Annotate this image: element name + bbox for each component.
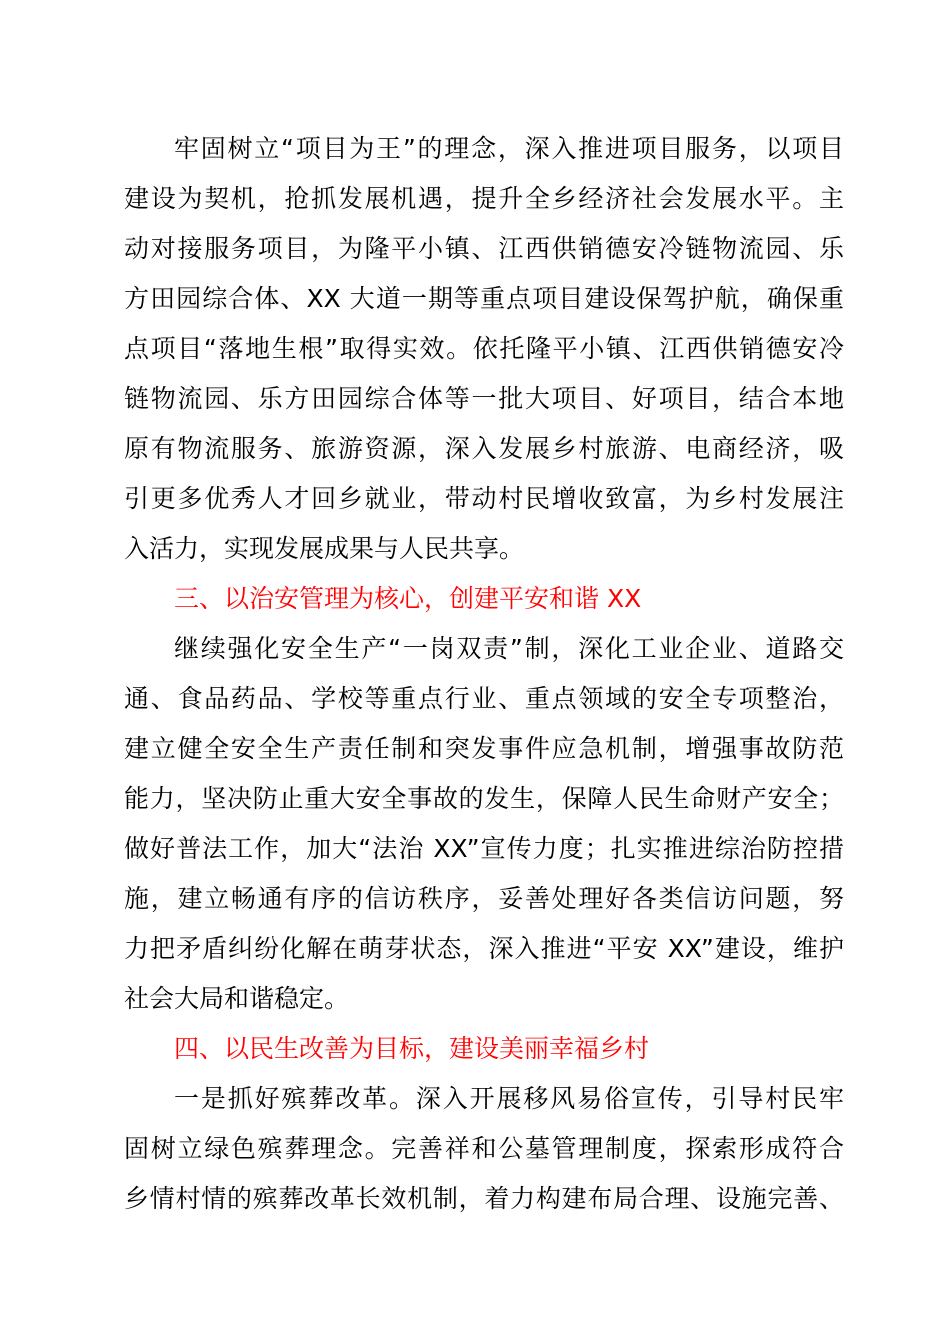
text-line: 引更多优秀人才回乡就业，带动村民增收致富，为乡村发展注: [124, 484, 844, 513]
text-line: 方田园综合体、XX 大道一期等重点项目建设保驾护航，确保重: [124, 284, 844, 313]
text-line: 能力，坚决防止重大安全事故的发生，保障人民生命财产安全；: [124, 784, 844, 813]
text-line: 继续强化安全生产“一岗双责”制，深化工业企业、道路交: [174, 634, 844, 663]
text-line: 动对接服务项目，为隆平小镇、江西供销德安冷链物流园、乐: [124, 234, 844, 263]
text-line: 建立健全安全生产责任制和突发事件应急机制，增强事故防范: [124, 734, 844, 763]
text-line: 牢固树立“项目为王”的理念，深入推进项目服务，以项目: [174, 134, 844, 163]
section-heading-livelihood: 四、以民生改善为目标，建设美丽幸福乡村: [174, 1034, 650, 1063]
text-line: 力把矛盾纠纷化解在萌芽状态，深入推进“平安 XX”建设，维护: [124, 934, 844, 963]
text-line: 施，建立畅通有序的信访秩序，妥善处理好各类信访问题，努: [124, 884, 844, 913]
text-line: 做好普法工作，加大“法治 XX”宣传力度；扎实推进综治防控措: [124, 834, 844, 863]
text-line: 一是抓好殡葬改革。深入开展移风易俗宣传，引导村民牢: [174, 1084, 844, 1113]
paragraph-safety: [124, 624, 844, 1024]
text-line: 社会大局和谐稳定。: [124, 984, 350, 1013]
text-line: 入活力，实现发展成果与人民共享。: [124, 534, 525, 563]
paragraph-project-service: [124, 124, 844, 574]
section-heading-safety: 三、以治安管理为核心，创建平安和谐 XX: [174, 584, 642, 613]
document-page: [124, 124, 844, 1224]
text-line: 原有物流服务、旅游资源，深入发展乡村旅游、电商经济，吸: [124, 434, 844, 463]
text-line: 通、食品药品、学校等重点行业、重点领域的安全专项整治，: [124, 684, 844, 713]
text-line: 链物流园、乐方田园综合体等一批大项目、好项目，结合本地: [124, 384, 844, 413]
text-line: 点项目“落地生根”取得实效。依托隆平小镇、江西供销德安冷: [124, 334, 844, 363]
text-line: 建设为契机，抢抓发展机遇，提升全乡经济社会发展水平。主: [124, 184, 844, 213]
paragraph-funeral-reform: [124, 1074, 844, 1224]
text-line: 固树立绿色殡葬理念。完善祥和公墓管理制度，探索形成符合: [124, 1134, 844, 1163]
text-line: 乡情村情的殡葬改革长效机制，着力构建布局合理、设施完善、: [124, 1184, 844, 1213]
